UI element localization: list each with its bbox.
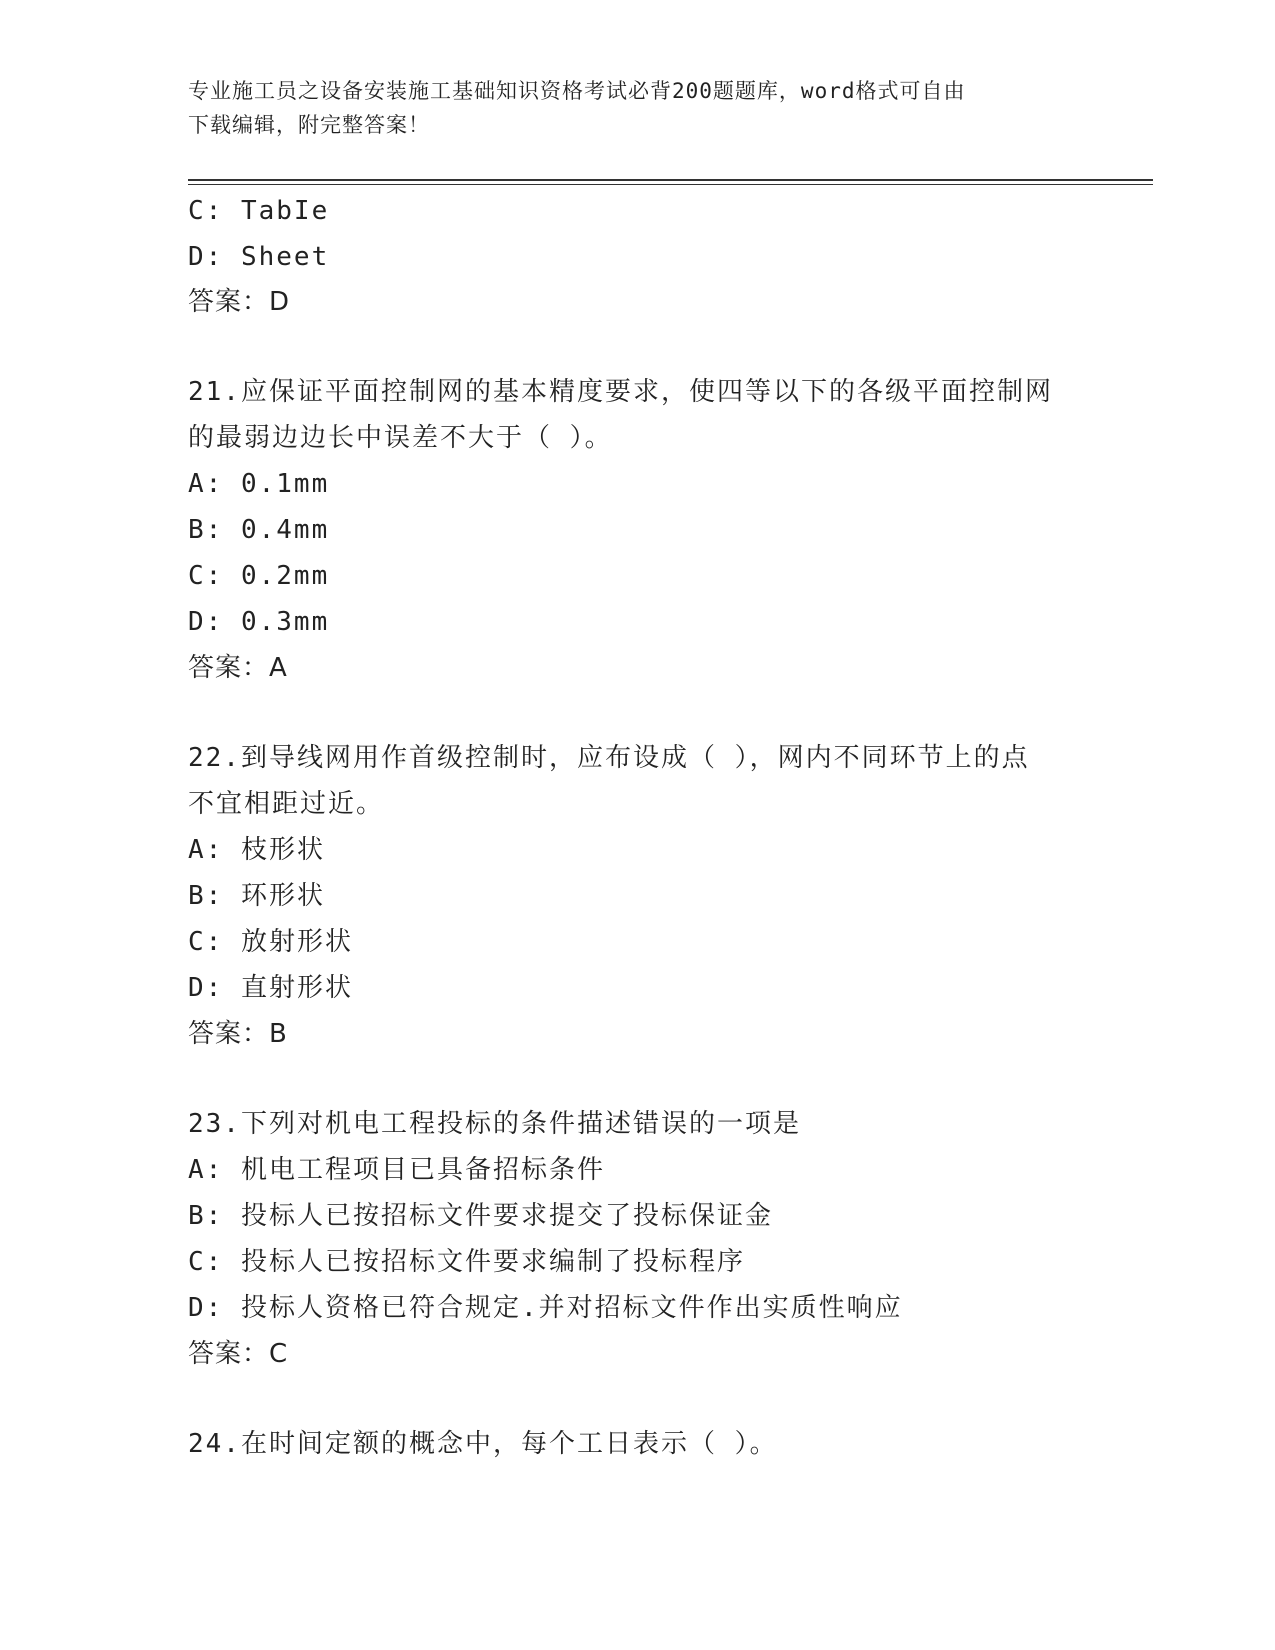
q21-line1: 21.应保证平面控制网的基本精度要求，使四等以下的各级平面控制网 [188, 377, 1053, 407]
q23-option-c: C: 投标人已按招标文件要求编制了投标程序 [188, 1247, 745, 1277]
document-header [188, 74, 1088, 142]
prev-option-c: C: TabIe [188, 196, 330, 226]
prev-answer: 答案：D [188, 287, 291, 317]
q22-option-b: B: 环形状 [188, 881, 325, 911]
header-line-1: 专业施工员之设备安装施工基础知识资格考试必背200题题库，word格式可自由 [188, 79, 966, 103]
q24-line1: 24.在时间定额的概念中，每个工日表示（ ）。 [188, 1429, 778, 1459]
q22-line1: 22.到导线网用作首级控制时，应布设成（ ），网内不同环节上的点 [188, 743, 1030, 773]
q23-answer: 答案：C [188, 1339, 289, 1369]
q22-option-a: A: 枝形状 [188, 835, 325, 865]
header-rule-thick [188, 179, 1153, 181]
q21-option-b: B: 0.4mm [188, 515, 330, 545]
q23-option-a: A: 机电工程项目已具备招标条件 [188, 1155, 605, 1185]
q23-line1: 23.下列对机电工程投标的条件描述错误的一项是 [188, 1109, 801, 1139]
q23-option-b: B: 投标人已按招标文件要求提交了投标保证金 [188, 1201, 773, 1231]
q21-option-d: D: 0.3mm [188, 607, 330, 637]
q22-line2: 不宜相距过近。 [188, 789, 385, 819]
q23-option-d: D: 投标人资格已符合规定.并对招标文件作出实质性响应 [188, 1293, 903, 1323]
q21-option-c: C: 0.2mm [188, 561, 330, 591]
q21-option-a: A: 0.1mm [188, 469, 330, 499]
prev-option-d: D: Sheet [188, 242, 330, 272]
header-line-2: 下载编辑，附完整答案！ [188, 113, 430, 137]
q22-option-d: D: 直射形状 [188, 973, 353, 1003]
q21-answer: 答案：A [188, 653, 288, 683]
q21-line2: 的最弱边边长中误差不大于（ ）。 [188, 423, 613, 453]
q22-answer: 答案：B [188, 1019, 288, 1049]
q22-option-c: C: 放射形状 [188, 927, 353, 957]
header-rule-thin [188, 184, 1153, 185]
